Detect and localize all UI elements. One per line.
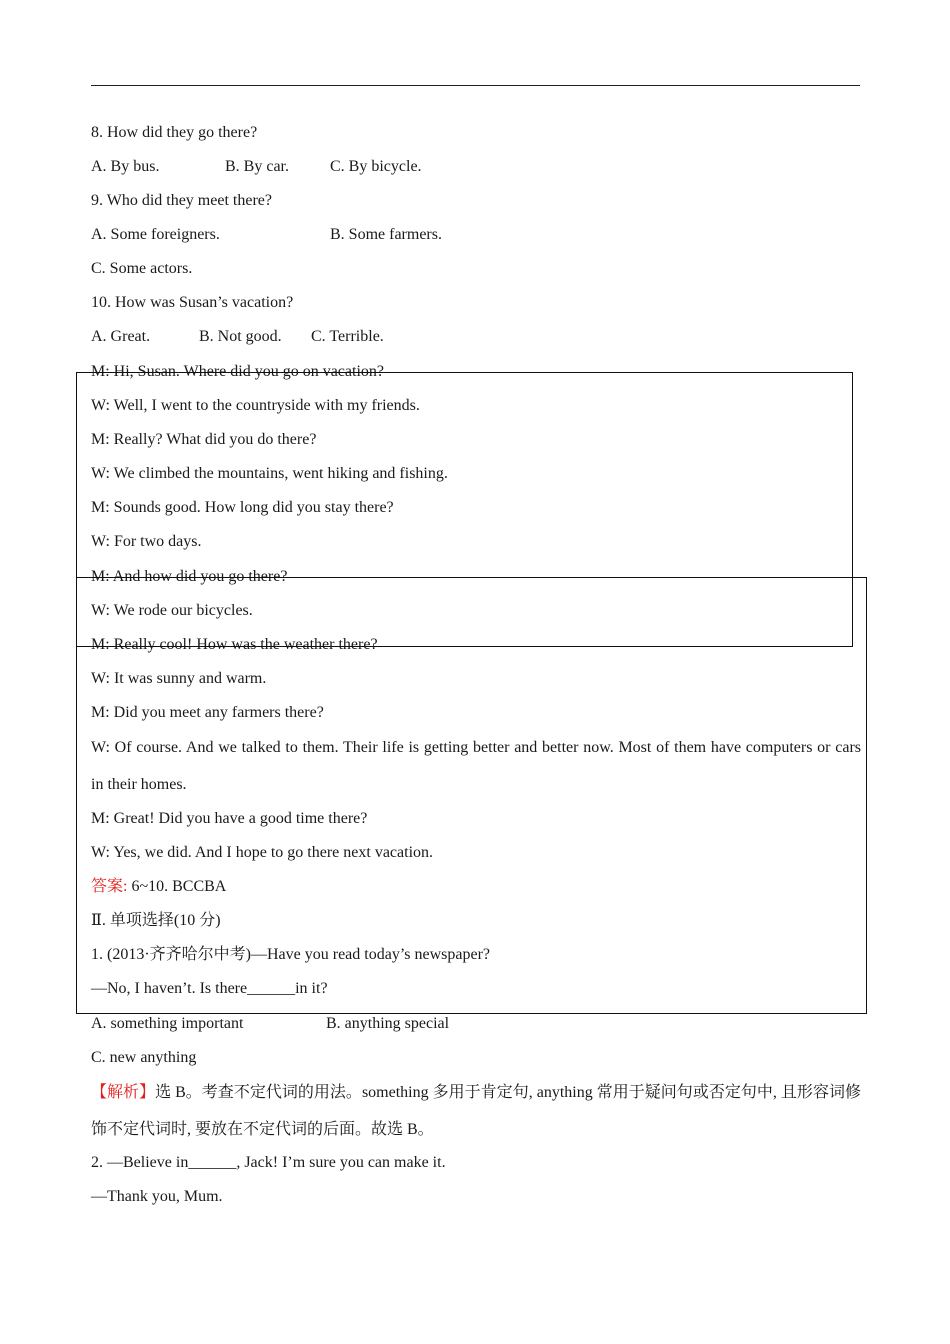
transcript-line: M: Really? What did you do there?: [91, 431, 317, 448]
transcript-line: M: Really cool! How was the weather there?: [91, 636, 378, 653]
transcript-line: W: Yes, we did. And I hope to go there next vacation.: [91, 844, 434, 861]
q10-option-a: A. Great.: [91, 328, 151, 345]
transcript-line: M: Great! Did you have a good time there?: [91, 810, 368, 827]
transcript-line: M: Hi, Susan. Where did you go on vacation?: [91, 363, 384, 380]
transcript-line: M: Sounds good. How long did you stay there?: [91, 499, 394, 516]
transcript-line: W: We rode our bicycles.: [91, 602, 253, 619]
q9-option-a: A. Some foreigners.: [91, 226, 220, 243]
transcript-line: W: Well, I went to the countryside with my friends.: [91, 397, 420, 414]
analysis-text: 选 B。考查不定代词的用法。something 多用于肯定句, anything 常用于疑问句或否定句中, 且形容词修饰不定代词时, 要放在不定代词的后面。故选 B。: [91, 1084, 861, 1138]
transcript-line: W: We climbed the mountains, went hiking and fishing.: [91, 465, 448, 482]
header-rule: [91, 85, 860, 86]
answer-value: 6~10. BCCBA: [127, 878, 227, 895]
section-heading: Ⅱ. 单项选择(10 分): [91, 912, 221, 929]
q1-option-a: A. something important: [91, 1015, 244, 1032]
question-8: 8. How did they go there?: [91, 124, 258, 141]
analysis-label: 【解析】: [91, 1084, 156, 1101]
question-1-stem: 1. (2013·齐齐哈尔中考)—Have you read today’s newspaper?: [91, 946, 491, 963]
transcript-line: M: And how did you go there?: [91, 568, 288, 585]
q1-option-c: C. new anything: [91, 1049, 197, 1066]
q9-option-b: B. Some farmers.: [330, 226, 442, 243]
answer-label: 答案:: [91, 878, 128, 895]
q9-option-c: C. Some actors.: [91, 260, 193, 277]
answer-line: [91, 877, 226, 897]
q1-option-b: B. anything special: [326, 1015, 450, 1032]
q10-option-c: C. Terrible.: [311, 328, 384, 345]
question-9: 9. Who did they meet there?: [91, 192, 272, 209]
q8-option-b: B. By car.: [225, 158, 289, 175]
q8-option-c: C. By bicycle.: [330, 158, 422, 175]
analysis-paragraph: [91, 1074, 861, 1148]
q10-option-b: B. Not good.: [199, 328, 282, 345]
question-2-reply: —Thank you, Mum.: [91, 1188, 223, 1205]
transcript-line: W: It was sunny and warm.: [91, 670, 267, 687]
question-10: 10. How was Susan’s vacation?: [91, 294, 294, 311]
q8-option-a: A. By bus.: [91, 158, 160, 175]
transcript-line: W: Of course. And we talked to them. Their life is getting better and better now. Most of them have computers or cars in their homes.: [91, 739, 861, 793]
transcript-line: M: Did you meet any farmers there?: [91, 704, 324, 721]
question-1-reply: —No, I haven’t. Is there______in it?: [91, 980, 328, 997]
question-2-stem: 2. —Believe in______, Jack! I’m sure you can make it.: [91, 1154, 446, 1171]
transcript-line: W: For two days.: [91, 533, 202, 550]
